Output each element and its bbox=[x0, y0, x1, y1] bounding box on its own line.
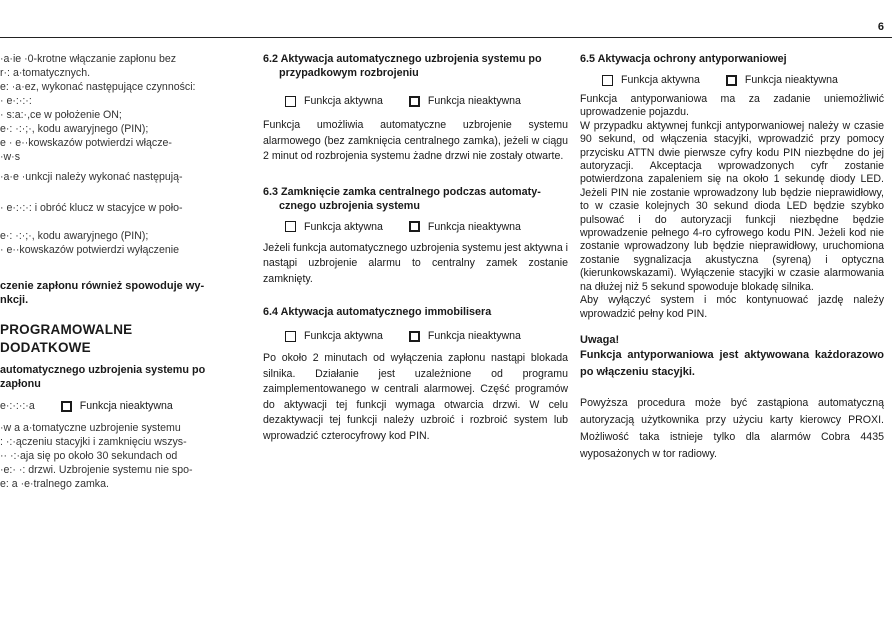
left-para-5 bbox=[0, 421, 222, 491]
option-label: e·:·:·:·a bbox=[0, 400, 35, 412]
text-line: ·a·e ·unkcji należy wykonać następują- bbox=[0, 171, 183, 183]
checkbox-icon[interactable] bbox=[285, 221, 296, 232]
text-line: ·w a a·tomatyczne uzbrojenie systemu bbox=[0, 422, 181, 434]
title-line: przypadkowym rozbrojeniu bbox=[279, 67, 419, 79]
option-active[interactable] bbox=[285, 94, 383, 108]
left-para-4 bbox=[0, 229, 222, 257]
left-options bbox=[0, 399, 222, 413]
option-inactive[interactable] bbox=[409, 329, 521, 343]
page-number: 6 bbox=[877, 21, 884, 33]
text-line: e: a ·e·tralnego zamka. bbox=[0, 478, 109, 490]
checkbox-icon[interactable] bbox=[602, 75, 613, 86]
text-line: e·: ·:·;·, kodu awaryjnego (PIN); bbox=[0, 123, 149, 135]
section-6-3-options bbox=[263, 220, 568, 234]
text-line: czenie zapłonu również spowoduje wy- bbox=[0, 280, 205, 292]
section-6-5-title: 6.5 Aktywacja ochrony antyporwaniowej bbox=[580, 53, 787, 65]
warning-title: Uwaga! bbox=[580, 333, 620, 346]
section-6-2-title bbox=[263, 52, 568, 80]
header-rule bbox=[0, 37, 892, 38]
checkbox-icon[interactable] bbox=[285, 331, 296, 342]
option-label: Funkcja nieaktywna bbox=[427, 95, 521, 107]
text-line: ·w·s bbox=[0, 151, 21, 163]
left-option-active[interactable] bbox=[0, 399, 35, 413]
text-line: ·a·ie ·0-krotne włączanie zapłonu bez bbox=[0, 53, 177, 65]
text-line: : ·:·ączeniu stacyjki i zamknięciu wszys- bbox=[0, 436, 187, 448]
text-line: automatycznego uzbrojenia systemu po bbox=[0, 364, 206, 376]
text-line: e·: ·:·;·, kodu awaryjnego (PIN); bbox=[0, 230, 149, 242]
option-label: Funkcja nieaktywna bbox=[744, 74, 838, 86]
option-active[interactable] bbox=[602, 73, 700, 87]
checkbox-icon[interactable] bbox=[61, 401, 72, 412]
text-line: · e··kowskazów potwierdzi wyłączenie bbox=[0, 244, 179, 256]
section-6-5-options bbox=[580, 73, 884, 87]
option-inactive[interactable] bbox=[726, 73, 838, 87]
section-6-5-disable: Aby wyłączyć system i móc kontynuować jazdę należy wprowadzić pełny kod PIN. bbox=[580, 294, 884, 320]
option-label: Funkcja aktywna bbox=[621, 74, 700, 86]
left-sub-heading bbox=[0, 363, 222, 391]
left-para-1 bbox=[0, 52, 222, 164]
option-label: Funkcja nieaktywna bbox=[427, 220, 521, 233]
left-column bbox=[0, 52, 222, 491]
right-column bbox=[580, 52, 884, 463]
text-line: · e·:·:·: bbox=[0, 95, 32, 107]
text-line: ·e:· ·: drzwi. Uzbrojenie systemu nie spo- bbox=[0, 464, 193, 476]
warning-text: Funkcja antyporwaniowa jest aktywowana każdorazowo po włączeniu stacyjki. bbox=[580, 348, 884, 378]
option-label: Funkcja nieaktywna bbox=[427, 330, 521, 342]
section-6-4-text: Po około 2 minutach od wyłączenia zapłonu nastąpi blokada silnika. Działanie jest uzależnione od programu zaimplementowanego w centrali alarmowej. Część programów do aktywacji tej funkcji wymaga otwarcia drzwi. W celu dezaktywacji tej funkcji należy uzbroić i rozbroić system lub wprowadzić czterocyfrowy kod PIN. bbox=[263, 352, 568, 442]
checkbox-icon[interactable] bbox=[726, 75, 737, 86]
option-label: Funkcja nieaktywna bbox=[79, 400, 173, 412]
text-line: ·· ·:·aja się po około 30 sekundach od bbox=[0, 450, 178, 462]
section-6-5-proxi: Powyższa procedura może być zastąpiona automatyczną autoryzacją użytkownika przy użyciu karty kierowcy PROXI. Możliwość taka istnieje tylko dla alarmów Cobra 4435 wyposażonych w tor radiowy. bbox=[580, 396, 884, 460]
checkbox-icon[interactable] bbox=[409, 96, 420, 107]
section-6-4-title: 6.4 Aktywacja automatycznego immobilisera bbox=[263, 306, 492, 318]
text-line: · e·:·:·: i obróć klucz w stacyjce w poło- bbox=[0, 202, 183, 214]
title-line: 6.2 Aktywacja automatycznego uzbrojenia systemu po bbox=[263, 53, 542, 65]
left-para-2 bbox=[0, 170, 222, 184]
option-label: Funkcja aktywna bbox=[304, 330, 383, 342]
text-line: zapłonu bbox=[0, 378, 41, 390]
section-6-2-text: Funkcja umożliwia automatyczne uzbrojenie systemu alarmowego (bez zamknięcia centralnego zamka), jeżeli w ciągu 2 minut od rozbrojenia systemu żadne drzwi nie zostały otwarte. bbox=[263, 119, 568, 162]
option-inactive[interactable] bbox=[409, 220, 521, 234]
section-6-5-intro: Funkcja antyporwaniowa ma za zadanie uniemożliwić uprowadzenie pojazdu. bbox=[580, 93, 884, 119]
option-active[interactable] bbox=[285, 220, 383, 234]
left-option-inactive[interactable] bbox=[61, 399, 173, 413]
section-6-4-options bbox=[263, 329, 568, 343]
left-section-heading: PROGRAMOWALNE DODATKOWE bbox=[0, 322, 133, 355]
checkbox-icon[interactable] bbox=[285, 96, 296, 107]
option-active[interactable] bbox=[285, 329, 383, 343]
section-6-3-title bbox=[263, 185, 568, 213]
option-inactive[interactable] bbox=[409, 94, 521, 108]
checkbox-icon[interactable] bbox=[409, 221, 420, 232]
section-6-3-text: Jeżeli funkcja automatycznego uzbrojenia systemu jest aktywna i nastąpi uzbrojenie alarmu to centralny zamek zostanie zamknięty. bbox=[263, 241, 569, 285]
option-label: Funkcja aktywna bbox=[304, 95, 383, 107]
option-label: Funkcja aktywna bbox=[304, 220, 383, 233]
text-line: e · e··kowskazów potwierdzi włącze- bbox=[0, 137, 172, 149]
title-line: cznego uzbrojenia systemu bbox=[279, 199, 420, 212]
title-line: 6.3 Zamknięcie zamka centralnego podczas automaty- bbox=[263, 185, 541, 198]
section-6-2-options bbox=[263, 94, 568, 108]
text-line: nkcji. bbox=[0, 294, 29, 306]
section-6-5-procedure: W przypadku aktywnej funkcji antyporwaniowej należy w czasie 90 sekund, od włączenia stacyjki, wprowadzić przy pomocy przycisku ATTN dwie pierwsze cyfry kodu PIN niezbędne do jej autoryzacji. Akceptacja wprowadzonych cyfr zostanie potwierdzona zapaleniem się na około 1 sekundę diody LED. Jeżeli PIN nie zostanie wprowadzony lub będzie nieprawidłowy, to w czasie kolejnych 30 sekund dioda LED będzie szybko pulsować i do autoryzacji funkcji niezbędne będzie wprowadzenie pełnego 4-ro cyfrowego kodu PIN. Jeżeli kod nie zostanie wprowadzony lub będzie nieprawidłowy, uruchomiona zostanie sygnalizacja akustyczna (syreną) i optyczna (kierunkowskazami). Wyłączenie stacyjki w czasie alarmowania na dłużej niż 5 sekund spowoduje blokadę silnika. bbox=[580, 119, 884, 293]
text-line: · s:a:·,ce w położenie ON; bbox=[0, 109, 122, 121]
warning-block bbox=[580, 333, 884, 381]
middle-column bbox=[263, 52, 568, 444]
left-para-3 bbox=[0, 201, 222, 215]
checkbox-icon[interactable] bbox=[409, 331, 420, 342]
left-bold-note bbox=[0, 279, 222, 307]
text-line: r·: a·tomatycznych. bbox=[0, 67, 91, 79]
text-line: e: ·a·ez, wykonać następujące czynności: bbox=[0, 81, 196, 93]
